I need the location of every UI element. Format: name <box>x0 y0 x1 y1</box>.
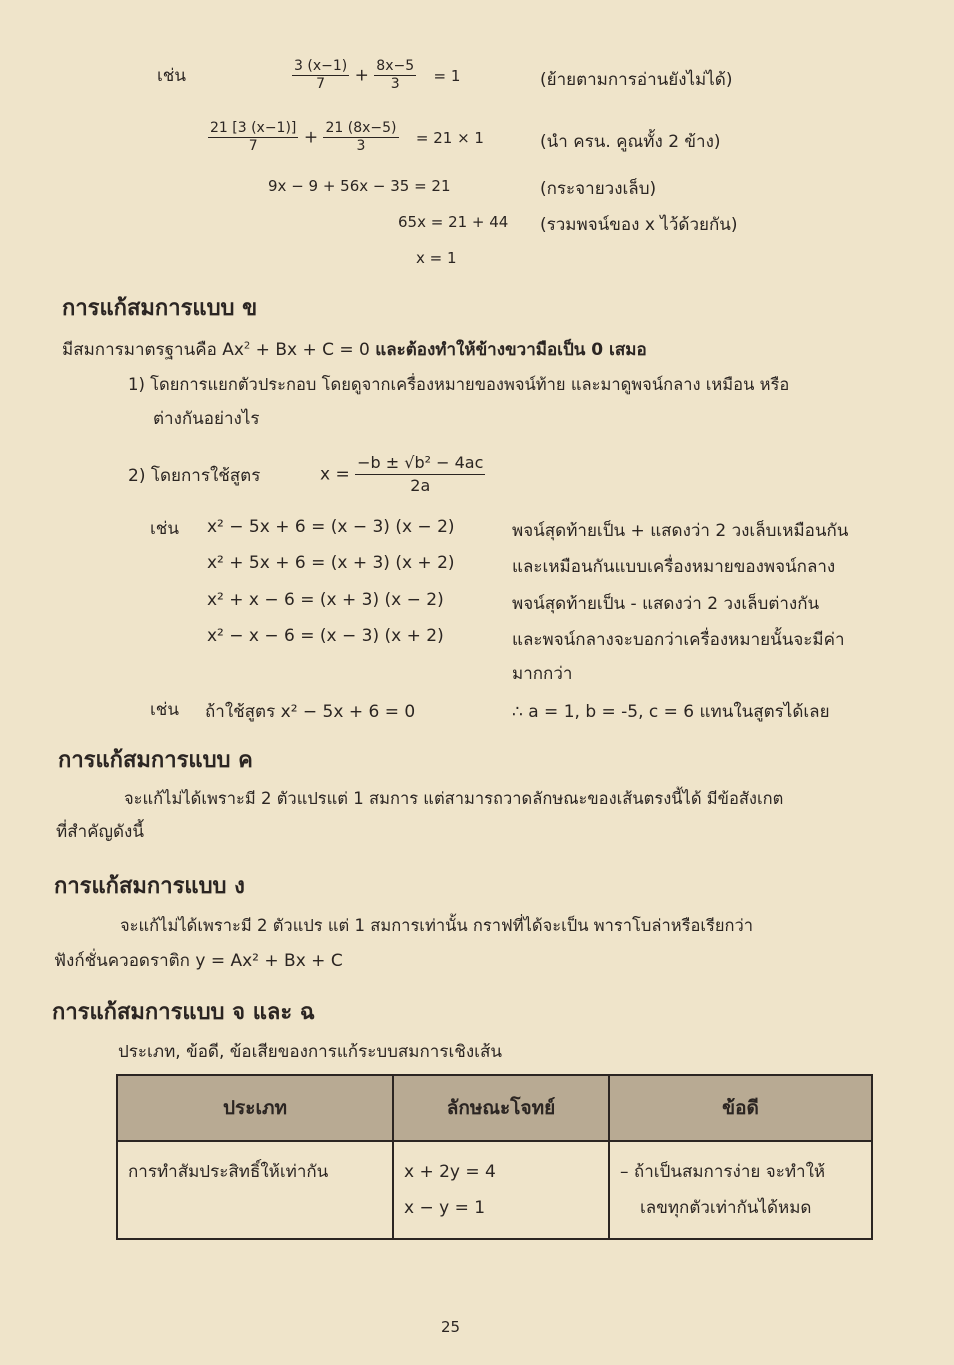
equation-step-4: 65x = 21 + 44 <box>398 213 509 231</box>
advantage-text: – ถ้าเป็นสมการง่าย จะทำให้ <box>620 1162 826 1182</box>
factor-note: และเหมือนกันแบบเครื่องหมายของพจน์กลาง <box>512 557 836 577</box>
table-row <box>117 1141 872 1239</box>
example-label: เช่น <box>157 66 186 86</box>
example-label: เช่น <box>150 700 179 720</box>
section-d-text-cont: ฟังก์ชั่นควอดราติก y = Ax² + Bx + C <box>54 951 343 971</box>
section-c-heading: การแก้สมการแบบ ค <box>58 747 253 773</box>
equation-step-3: 9x − 9 + 56x − 35 = 21 <box>268 177 451 195</box>
intro-bold: และต้องทำให้ข้างขวามือเป็น 0 เสมอ <box>375 340 647 360</box>
item-1: 1) โดยการแยกตัวประกอบ โดยดูจากเครื่องหมายของพจน์ท้าย และมาดูพจน์กลาง เหมือน หรือ <box>128 375 790 394</box>
denominator: 3 <box>356 138 366 154</box>
advantage-text: เลขทุกตัวเท่ากันได้หมด <box>640 1198 812 1218</box>
formula-numerator: −b ± √b² − 4ac <box>355 452 485 475</box>
denominator: 7 <box>316 76 326 92</box>
step-note: (นำ ครน. คูณทั้ง 2 ข้าง) <box>540 132 721 152</box>
item-1-cont: ต่างกันอย่างไร <box>153 409 260 429</box>
section-d-text: จะแก้ไม่ได้เพราะมี 2 ตัวแปร แต่ 1 สมการเท่านั้น กราฟที่ได้จะเป็น พาราโบล่าหรือเรียกว่า <box>120 916 754 935</box>
equation: x + 2y = 4 <box>404 1162 496 1182</box>
section-ef-heading: การแก้สมการแบบ จ และ ฉ <box>52 999 315 1025</box>
step-note: (รวมพจน์ของ x ไว้ด้วยกัน) <box>540 215 738 235</box>
column-header: ข้อดี <box>609 1075 872 1141</box>
section-c-text: จะแก้ไม่ได้เพราะมี 2 ตัวแปรแต่ 1 สมการ แต่สามารถวาดลักษณะของเส้นตรงนี้ได้ มีข้อสังเกต <box>124 789 784 808</box>
intro-text: มีสมการมาตรฐานคือ Ax <box>62 340 244 360</box>
section-d-heading: การแก้สมการแบบ ง <box>54 873 245 899</box>
factor-equation: x² + x − 6 = (x + 3) (x − 2) <box>207 590 444 610</box>
factor-equation: x² − x − 6 = (x − 3) (x + 2) <box>207 626 444 646</box>
advantage-cell <box>609 1141 872 1239</box>
quadratic-formula <box>320 452 485 497</box>
item-2: 2) โดยการใช้สูตร <box>128 466 261 486</box>
section-c-text-cont: ที่สำคัญดังนี้ <box>56 822 144 842</box>
section-b-intro: มีสมการมาตรฐานคือ $Ax^2 + Bx + C = 0$ และต้องทำให้ข้างขวามือเป็น 0 เสมอ <box>62 340 647 360</box>
problem-cell <box>393 1141 609 1239</box>
page-number: 25 <box>441 1318 461 1336</box>
numerator: 8x−5 <box>376 58 415 74</box>
numerator: 3 (x−1) <box>294 58 348 74</box>
operator: + <box>303 127 319 148</box>
rhs: = 1 <box>433 66 461 85</box>
formula-example-note: ∴ a = 1, b = -5, c = 6 แทนในสูตรได้เลย <box>512 702 830 722</box>
equation-step-1 <box>292 58 460 93</box>
section-b-heading: การแก้สมการแบบ ข <box>62 295 258 321</box>
equation-step-5: x = 1 <box>416 249 457 267</box>
numerator: 21 (8x−5) <box>325 120 397 136</box>
type-cell: การทำสัมประสิทธิ์ให้เท่ากัน <box>117 1141 393 1239</box>
factor-note-cont: มากกว่า <box>512 664 573 684</box>
table-header-row <box>117 1075 872 1141</box>
formula-example: ถ้าใช้สูตร x² − 5x + 6 = 0 <box>205 702 416 722</box>
formula-denominator: 2a <box>410 476 431 495</box>
equation: x − y = 1 <box>404 1198 486 1218</box>
factor-equation: x² − 5x + 6 = (x − 3) (x − 2) <box>207 517 455 537</box>
factor-note: พจน์สุดท้ายเป็น + แสดงว่า 2 วงเล็บเหมือนกัน <box>512 521 849 541</box>
intro-text: + Bx + C = 0 <box>250 340 376 360</box>
column-header: ประเภท <box>117 1075 393 1141</box>
example-label: เช่น <box>150 519 179 539</box>
rhs: = 21 × 1 <box>415 128 484 147</box>
column-header: ลักษณะโจทย์ <box>393 1075 609 1141</box>
denominator: 7 <box>248 138 258 154</box>
step-note: (ย้ายตามการอ่านยังไม่ได้) <box>540 70 733 90</box>
equation-step-2 <box>208 120 484 155</box>
factor-note: และพจน์กลางจะบอกว่าเครื่องหมายนั้นจะมีค่า <box>512 630 845 650</box>
factor-equation: x² + 5x + 6 = (x + 3) (x + 2) <box>207 553 455 573</box>
denominator: 3 <box>390 76 400 92</box>
operator: + <box>354 65 369 86</box>
numerator: 21 [3 (x−1)] <box>210 120 297 136</box>
step-note: (กระจายวงเล็บ) <box>540 179 657 199</box>
formula-lhs: x = <box>320 464 350 485</box>
section-ef-subtitle: ประเภท, ข้อดี, ข้อเสียของการแก้ระบบสมการเชิงเส้น <box>118 1042 502 1062</box>
factor-note: พจน์สุดท้ายเป็น - แสดงว่า 2 วงเล็บต่างกัน <box>512 594 820 614</box>
comparison-table <box>116 1074 873 1240</box>
